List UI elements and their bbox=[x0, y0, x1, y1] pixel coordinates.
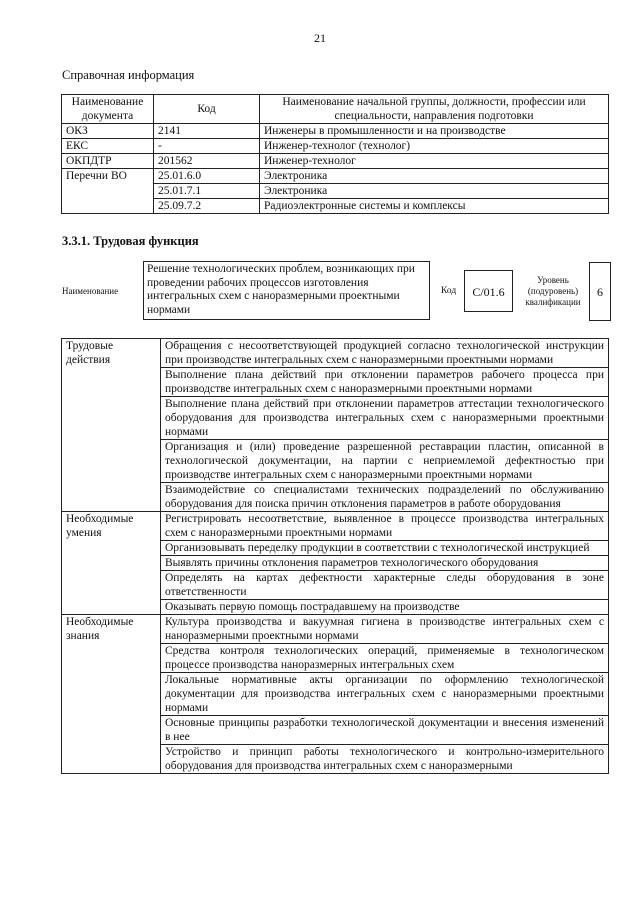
function-name-label: Наименование bbox=[62, 286, 119, 296]
knowledge-item: Культура производства и вакуумная гигиена в производстве интегральных схем с наноразмерными проектными нормами bbox=[161, 615, 609, 644]
function-code-label: Код bbox=[441, 286, 457, 296]
skill-item: Организовывать переделку продукции в соответствии с технологической инструкцией bbox=[161, 541, 609, 556]
code-cell: 201562 bbox=[154, 154, 260, 169]
labor-action-item: Взаимодействие со специалистами технических подразделений по обслуживанию оборудования для поиска причин отклонения параметров в работе оборудования bbox=[161, 483, 609, 512]
labor-action-item: Выполнение плана действий при отклонении параметров рабочего процесса при производстве интегральных схем с наноразмерными проектными нормами bbox=[161, 368, 609, 397]
skill-item: Оказывать первую помощь пострадавшему на производстве bbox=[161, 600, 609, 615]
name-cell: Электроника bbox=[260, 184, 609, 199]
doc-cell: Перечни ВО bbox=[62, 169, 154, 214]
reference-table-header bbox=[62, 95, 609, 124]
code-cell: 25.09.7.2 bbox=[154, 199, 260, 214]
reference-table bbox=[61, 94, 609, 214]
name-cell: Радиоэлектронные системы и комплексы bbox=[260, 199, 609, 214]
table-row bbox=[62, 124, 609, 139]
qualification-level: 6 bbox=[589, 262, 611, 321]
skill-item: Регистрировать несоответствие, выявленное в процессе производства интегральных схем с наноразмерными проектными нормами bbox=[161, 512, 609, 541]
labor-actions-label: Трудовые действия bbox=[62, 339, 161, 512]
code-cell: 25.01.6.0 bbox=[154, 169, 260, 184]
doc-cell: ОКПДТР bbox=[62, 154, 154, 169]
function-code: C/01.6 bbox=[464, 270, 513, 312]
header-document: Наименование документа bbox=[62, 95, 154, 124]
labor-action-item: Обращения с несоответствующей продукцией согласно технологической инструкции при производстве интегральных схем с наноразмерными проектными нормами bbox=[161, 339, 609, 368]
table-row bbox=[62, 154, 609, 169]
table-row bbox=[62, 139, 609, 154]
required-skills-label: Необходимые умения bbox=[62, 512, 161, 615]
knowledge-item: Средства контроля технологических операций, применяемые в технологическом процессе производства наноразмерных интегральных схем bbox=[161, 644, 609, 673]
name-cell: Инженер-технолог bbox=[260, 154, 609, 169]
required-knowledge-label: Необходимые знания bbox=[62, 615, 161, 774]
table-row bbox=[62, 339, 609, 368]
skill-item: Выявлять причины отклонения параметров технологического оборудования bbox=[161, 556, 609, 571]
qualification-level-label: Уровень (подуровень) квалификации bbox=[525, 275, 581, 307]
table-row bbox=[62, 512, 609, 541]
table-row bbox=[62, 169, 609, 184]
function-heading: 3.3.1. Трудовая функция bbox=[62, 234, 199, 248]
header-group-name: Наименование начальной группы, должности, профессии или специальности, направления подготовки bbox=[260, 95, 609, 124]
function-name: Решение технологических проблем, возникающих при проведении рабочих процессов изготовления интегральных схем с наноразмерными проектными нормами bbox=[143, 261, 430, 320]
labor-action-item: Выполнение плана действий при отклонении параметров аттестации технологического оборудования для производства интегральных схем с наноразмерными проектными нормами bbox=[161, 397, 609, 440]
doc-cell: ЕКС bbox=[62, 139, 154, 154]
knowledge-item: Локальные нормативные акты организации по оформлению технологической документации для производства интегральных схем с наноразмерными проектными нормами bbox=[161, 673, 609, 716]
reference-title: Справочная информация bbox=[62, 68, 195, 82]
name-cell: Инженеры в промышленности и на производстве bbox=[260, 124, 609, 139]
knowledge-item: Основные принципы разработки технологической документации и внесения изменений в нее bbox=[161, 716, 609, 745]
doc-cell: ОКЗ bbox=[62, 124, 154, 139]
knowledge-item: Устройство и принцип работы технологического и контрольно-измерительного оборудования для производства интегральных схем с наноразмерными bbox=[161, 745, 609, 774]
page-number: 21 bbox=[314, 31, 326, 45]
labor-function-table bbox=[61, 338, 609, 774]
header-code: Код bbox=[154, 95, 260, 124]
labor-action-item: Организация и (или) проведение разрешенной реставрации пластин, описанной в технологической документации, на партии с неприемлемой дефектностью при производстве интегральных схем с наноразмерными проектными нормами bbox=[161, 440, 609, 483]
name-cell: Электроника bbox=[260, 169, 609, 184]
code-cell: 25.01.7.1 bbox=[154, 184, 260, 199]
name-cell: Инженер-технолог (технолог) bbox=[260, 139, 609, 154]
table-row bbox=[62, 615, 609, 644]
code-cell: - bbox=[154, 139, 260, 154]
code-cell: 2141 bbox=[154, 124, 260, 139]
skill-item: Определять на картах дефектности характерные следы оборудования в зоне ответственности bbox=[161, 571, 609, 600]
